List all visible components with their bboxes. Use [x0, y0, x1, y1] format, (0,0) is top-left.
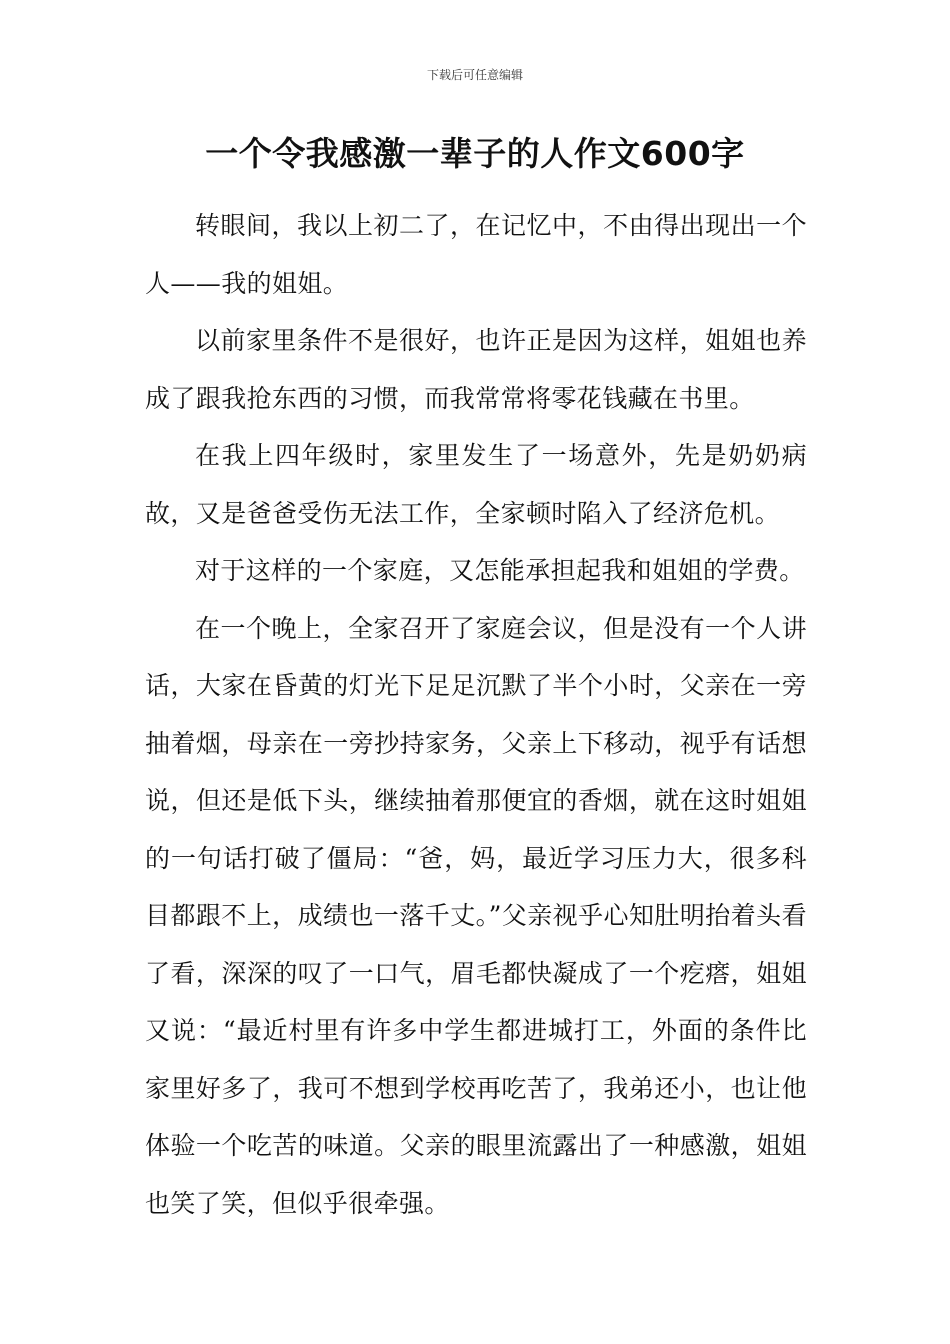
paragraph-2: 以前家里条件不是很好，也许正是因为这样，姐姐也养成了跟我抢东西的习惯，而我常常将零花钱藏在书里。 [145, 326, 807, 413]
paragraph-3: 在我上四年级时，家里发生了一场意外，先是奶奶病故，又是爸爸受伤无法工作，全家顿时陷入了经济危机。 [145, 441, 807, 528]
document-title: 一个令我感激一辈子的人作文600字 [205, 134, 745, 173]
paragraph-5: 在一个晚上，全家召开了家庭会议，但是没有一个人讲话，大家在昏黄的灯光下足足沉默了半个小时，父亲在一旁抽着烟，母亲在一旁抄持家务，父亲上下移动，视乎有话想说，但还是低下头，继续抽着那便宜的香烟，就在这时姐姐的一句话打破了僵局：“爸，妈，最近学习压力大，很多科目都跟不上，成绩也一落千丈。”父亲视乎心知肚明抬着头看了看，深深的叹了一口气，眉毛都快凝成了一个疙瘩，姐姐又说：“最近村里有许多中学生都进城打工，外面的条件比家里好多了，我可不想到学校再吃苦了，我弟还小，也让他体验一个吃苦的味道。父亲的眼里流露出了一种感激，姐姐也笑了笑，但似乎很牵强。 [145, 613, 807, 1218]
document-body [145, 197, 807, 1232]
paragraph-1: 转眼间，我以上初二了，在记忆中，不由得出现出一个人——我的姐姐。 [145, 211, 807, 298]
header-note: 下载后可任意编辑 [426, 68, 523, 82]
paragraph-4: 对于这样的一个家庭，又怎能承担起我和姐姐的学费。 [195, 556, 805, 585]
